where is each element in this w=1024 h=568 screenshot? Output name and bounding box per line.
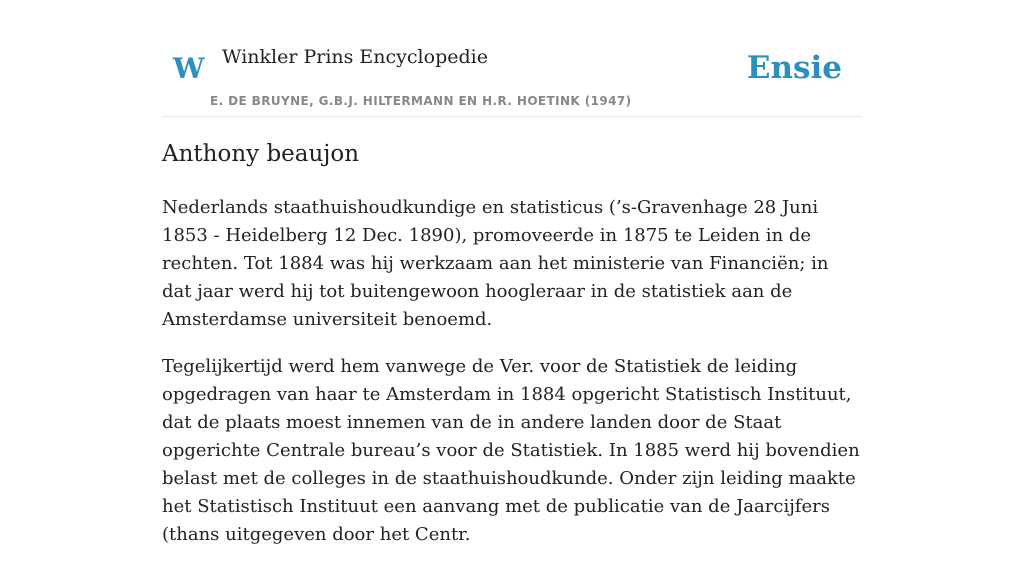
source-title[interactable]: Winkler Prins Encyclopedie bbox=[222, 46, 488, 68]
source-authors: E. DE BRUYNE, G.B.J. HILTERMANN EN H.R. HOETINK (1947) bbox=[210, 94, 632, 108]
article-title: Anthony beaujon bbox=[162, 141, 360, 167]
article bbox=[162, 138, 862, 568]
article-paragraph: Nederlands staathuishoudkundige en statisticus (’s-Gravenhage 28 Juni 1853 - Heidelberg 12 Dec. 1890), promoveerde in 1875 te Leiden in de rechten. Tot 1884 was hij werkzaam aan het ministerie van Financiën; in dat jaar werd hij tot buitengewoon hoogleraar in de statistiek aan de Amsterdamse universiteit benoemd. bbox=[162, 197, 829, 330]
article-paragraph: Tegelijkertijd werd hem vanwege de Ver. voor de Statistiek de leiding opgedragen van haar te Amsterdam in 1884 opgericht Statistisch Instituut, dat de plaats moest innemen van de in andere landen door de Staat opgerichte Centrale bureau’s voor de Statistiek. In 1885 werd hij bovendien belast met de colleges in de staathuishoudkunde. Onder zijn leiding maakte het Statistisch Instituut een aanvang met de publicatie van de Jaarcijfers (thans uitgegeven door het Centr. bbox=[162, 356, 860, 545]
source-header bbox=[162, 40, 862, 117]
source-logo[interactable]: W bbox=[173, 52, 205, 85]
brand-logo[interactable]: Ensie bbox=[746, 50, 842, 86]
